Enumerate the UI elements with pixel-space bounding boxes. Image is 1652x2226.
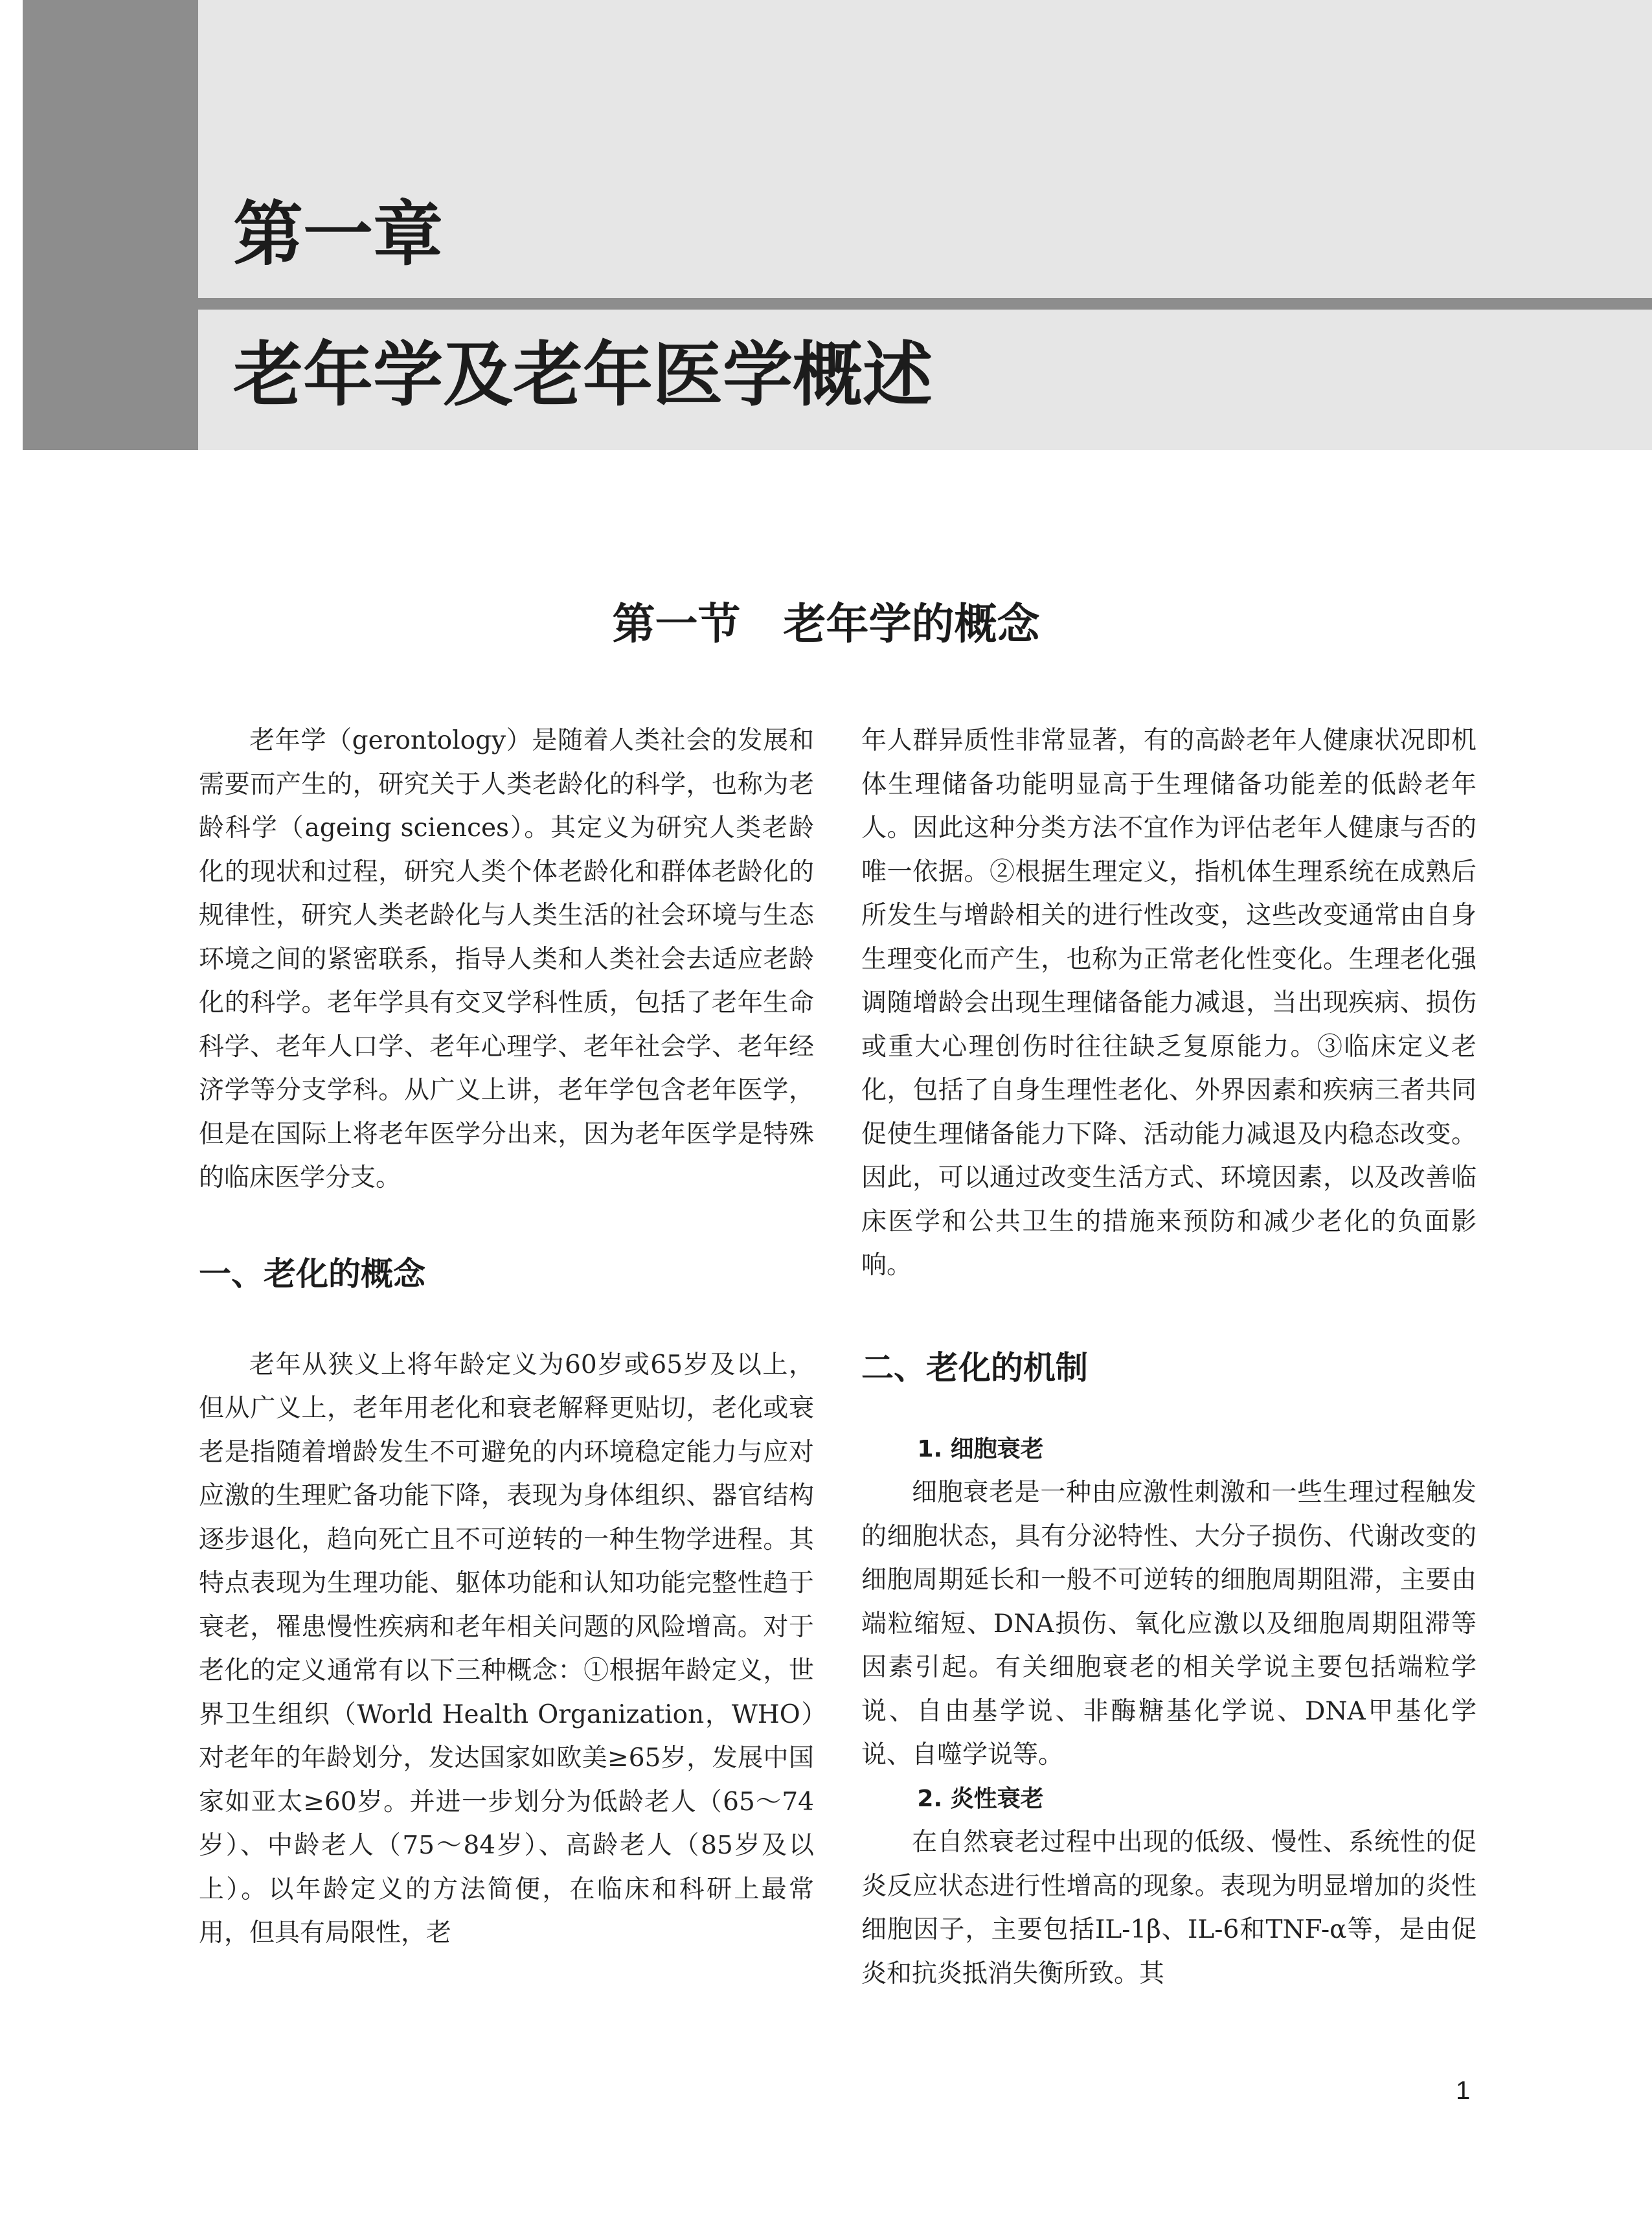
item-cell-senescence-title: 1. 细胞衰老 (917, 1435, 1044, 1462)
chapter-title: 老年学及老年医学概述 (233, 335, 933, 416)
item-inflammaging-title: 2. 炎性衰老 (917, 1785, 1044, 1812)
page-number: 1 (1456, 2076, 1471, 2105)
left-column (199, 719, 814, 1955)
continued-paragraph: 年人群异质性非常显著，有的高龄老年人健康状况即机体生理储备功能明显高于生理储备功能差的低龄老年人。因此这种分类方法不宜作为评估老年人健康与否的唯一依据。②根据生理定义，指机体生理系统在成熟后所发生与增龄相关的进行性改变，这些改变通常由自身生理变化而产生，也称为正常老化性变化。生理老化强调随增龄会出现生理储备能力减退，当出现疾病、损伤或重大心理创伤时往往缺乏复原能力。③临床定义老化，包括了自身生理性老化、外界因素和疾病三者共同促使生理储备能力下降、活动能力减退及内稳态改变。因此，可以通过改变生活方式、环境因素，以及改善临床医学和公共卫生的措施来预防和减少老化的负面影响。 (861, 726, 1477, 1280)
item-cell-senescence-text: 细胞衰老是一种由应激性刺激和一些生理过程触发的细胞状态，具有分泌特性、大分子损伤、代谢改变的细胞周期延长和一般不可逆转的细胞周期阻滞，主要由端粒缩短、DNA损伤、氧化应激以及细胞周期阻滞等因素引起。有关细胞衰老的相关学说主要包括端粒学说、自由基学说、非酶糖基化学说、DNA甲基化学说、自噬学说等。 (861, 1478, 1477, 1769)
intro-paragraph: 老年学（gerontology）是随着人类社会的发展和需要而产生的，研究关于人类老龄化的科学，也称为老龄科学（ageing sciences）。其定义为研究人类老龄化的现状和过程，研究人类个体老龄化和群体老龄化的规律性，研究人类老龄化与人类生活的社会环境与生态环境之间的紧密联系，指导人类和人类社会去适应老龄化的科学。老年学具有交叉学科性质，包括了老年生命科学、老年人口学、老年心理学、老年社会学、老年经济学等分支学科。从广义上讲，老年学包含老年医学，但是在国际上将老年医学分出来，因为老年医学是特殊的临床医学分支。 (199, 726, 814, 1192)
chapter-header-rule (198, 298, 1652, 310)
section-title: 第一节 老年学的概念 (612, 598, 1040, 649)
aging-concept-paragraph: 老年从狭义上将年龄定义为60岁或65岁及以上，但从广义上，老年用老化和衰老解释更贴切，老化或衰老是指随着增龄发生不可避免的内环境稳定能力与应对应激的生理贮备功能下降，表现为身体组织、器官结构逐步退化，趋向死亡且不可逆转的一种生物学进程。其特点表现为生理功能、躯体功能和认知功能完整性趋于衰老，罹患慢性疾病和老年相关问题的风险增高。对于老化的定义通常有以下三种概念：①根据年龄定义，世界卫生组织（World Health Organization，WHO）对老年的年龄划分，发达国家如欧美≥65岁，发展中国家如亚太≥60岁。并进一步划分为低龄老人（65～74岁）、中龄老人（75～84岁）、高龄老人（85岁及以上）。以年龄定义的方法简便，在临床和科研上最常用，但具有局限性，老 (199, 1350, 814, 1948)
right-column (861, 719, 1477, 1995)
subheading-aging-mechanism: 二、老化的机制 (861, 1348, 1088, 1387)
chapter-number: 第一章 (233, 194, 444, 275)
subheading-aging-concept: 一、老化的概念 (199, 1255, 425, 1293)
chapter-header-side-bar (23, 0, 198, 450)
item-inflammaging-text: 在自然衰老过程中出现的低级、慢性、系统性的促炎反应状态进行性增高的现象。表现为明显增加的炎性细胞因子，主要包括IL-1β、IL-6和TNF-α等，是由促炎和抗炎抵消失衡所致。其 (861, 1828, 1477, 1988)
